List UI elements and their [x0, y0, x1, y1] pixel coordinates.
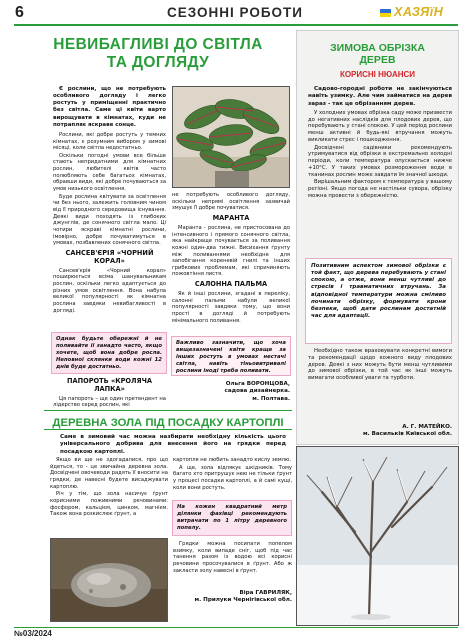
pruning-paragraph: У холодних умовах обрізка саду може призвести до негативних наслідків для плодових дерев, що перебувають у стані спокою. У цей період рослини менш активні й будь-які втручання можуть викликати стрес і пошкодження. — [308, 109, 452, 143]
pruning-paragraph: Необхідно також враховувати конкретні вимоги та рекомендації щодо кожного виду плодових дерев. Деякі з них можуть бути менш чутливими до зимової обрізки, в той час як інші можуть вимагати особливої уваги та турботи. — [308, 348, 452, 382]
shade-plants-note-box — [171, 336, 291, 376]
houseplants-title-line2: ТА ДОГЛЯДУ — [106, 53, 210, 71]
fern-section — [53, 378, 166, 410]
houseplants-lead: Є рослини, що не потребують особливого догляду і легко ростуть у приміщенні практично без світла. Саме ці квіти варто вирощувати в кімнатах, куди не потрапляє яскраве сонце. — [53, 86, 166, 128]
wood-ash-signature — [172, 590, 292, 605]
ash-dosage-box — [172, 500, 292, 536]
section-title: СЕЗОННІ РОБОТИ — [166, 5, 303, 20]
page-number: 6 — [15, 4, 24, 21]
palm-text: Як й інші рослини, згадані в переліку, салонні пальми набули великої популярності завдяки тому, що вони прості в догляді й потребують мінімального поливання. — [172, 291, 290, 324]
fern-heading: ПАПОРОТЬ «КРОЛЯЧА ЛАПКА» — [66, 377, 153, 393]
snowy-tree-photo — [296, 446, 459, 626]
pruning-highlight-box — [305, 258, 452, 344]
sansevieria-heading: САНСЕВ'ЄРІЯ «ЧОРНИЙ КОРАЛ» — [65, 249, 154, 265]
wood-ash-paragraph: картопля не любить занадто кислу землю. — [173, 457, 292, 463]
wood-ash-paragraph: А ще, зола відлякує шкідників. Тому багато хто притрушує нею не тільки ґрунт у процесі посадки картоплі, а й самі кущі, коли вони ростуть. — [173, 464, 292, 491]
shade-plants-note-text: Важливо зазначити, що хоча вищезазначені квіти краще за інших ростуть в умовах нестачі світла, навіть тіньовитривалі рослини іноді треба поливати. — [176, 340, 286, 374]
houseplants-column-1 — [53, 86, 166, 315]
wood-ash-column-2 — [173, 457, 292, 492]
watering-tip-box — [51, 332, 167, 374]
houseplants-paragraph: Буде рослина квітувати за освітлення чи без нього, залежить головним чином від її природного середовища існування. Деякі види походять із глибоких джунглів, де сонячного світла мало. Ці чотири яскраві кімнатні рослини, імовірно, добре почуватимуться в умовах, позбавлених сонячного світла. — [53, 193, 166, 247]
header-rule — [14, 24, 458, 26]
pruning-subtitle: КОРИСНІ НЮАНСИ — [339, 70, 416, 80]
pruning-body-2 — [308, 348, 452, 383]
wood-ash-title-bar — [44, 410, 292, 430]
issue-number: №03/2024 — [14, 629, 52, 638]
ash-bucket-illustration — [51, 539, 168, 622]
pruning-title-line1: ЗИМОВА ОБРІЗКА — [330, 42, 425, 54]
pruning-highlight-text: Позитивним аспектом зимової обрізки є той факт, що дерева перебувають у стані спокою, а отже, вони менш чутливі до стресів і травматичних втручань. За відповідної температури можна сміливо починати обрізку, формувати крони безпеки, щоб дати рослинам достатній час для адаптації. — [311, 263, 446, 319]
ukraine-flag-icon — [380, 9, 391, 17]
houseplants-signature — [172, 381, 290, 403]
houseplants-title — [52, 36, 264, 72]
pruning-title-line2: ДЕРЕВ — [359, 54, 396, 67]
palm-heading: САЛОННА ПАЛЬМА — [194, 280, 268, 289]
pruning-paragraph: Вирішальним фактором є температура у вашому регіоні. Якщо погода не настільки сувора, обрізку можна провести з обережністю. — [308, 179, 452, 199]
wood-ash-column-1 — [50, 457, 168, 519]
author-place: м. Полтава. — [252, 395, 290, 402]
ash-dosage-text: На кожен квадратний метр ділянки фахівці рекомендують витрачати по 1 літру деревного попелу. — [177, 504, 287, 531]
wood-ash-photo — [50, 538, 168, 622]
houseplants-title-line1: НЕВИБАГЛИВІ ДО СВІТЛА — [53, 36, 263, 53]
maranta-photo — [172, 86, 290, 188]
pruning-author-place: м. Васильків Київської обл. — [362, 431, 452, 438]
wood-ash-author-name: Віра ГАВРИЛЯК, — [239, 590, 292, 596]
houseplants-paragraph: Оскільки погодні умови все більше стають непридатними для кімнатних рослин, любителі квітів часто полюбляють себе багатьох кімнатах, обравши види, які добре почуваються за умов низького освітлення. — [53, 152, 166, 193]
wood-ash-paragraph: Річ у тім, що зола насичує ґрунт корисними поживними речовинами: фосфором, кальцієм, цинком, магнієм. Також вона розкислює ґрунт, а — [50, 491, 168, 518]
wood-ash-paragraph: Грядки можна посипати попелом взимку, коли випаде сніг, щоб під час танення разом із водою всі корисні речовини просочувалися в ґрунт. Або ж закласти золу навесні в ґрунт. — [173, 541, 292, 574]
author-role: садова дизайнерка. — [224, 388, 290, 395]
page-header — [0, 0, 472, 26]
wood-ash-column-2b — [173, 541, 292, 575]
brand-logo: ХАЗЯїН — [394, 5, 444, 19]
houseplants-paragraph: Рослини, які добре ростуть у темних кімнатах, є розумним вибором у зимові місяці, коли світла недостатньо. — [53, 131, 166, 152]
fern-continued: не потребують особливого догляду, оскільки непрямі освітлення зазвичай змушує її добре почуватися. — [172, 192, 290, 212]
wood-ash-author-place: м. Прилуки Чернігівської обл. — [194, 597, 292, 604]
maranta-text: Маранта - рослина, не пристосована до інтенсивного і прямого сонячного світла, яка найкраще почувається за поливання кожні один-два тижні. Висихання ґрунту між поливаннями необхідне для запобігання кореневій гнилі та інших грибкових проблемам, які спричиняють пожовтіння листя. — [172, 224, 290, 278]
pruning-paragraph: Досвідчені садівники рекомендують утримуватися від обрізки в екстремально холодні періоди, коли температура опускається нижче +10°С. У таких умовах розмороження води в тканинах рослин може завдати їм значної шкоди. — [308, 144, 452, 178]
watering-tip-text: Однак будьте обережні й не поливайте її занадто часто, якщо хочете, щоб вона добре росла. Неповної склянки води кожні 12 днів буде достатньо. — [56, 336, 162, 370]
wood-ash-lead: Саме в зимовий час можна назбирати необхідну кількість цього універсального добрива для внесення його на грядки перед посадкою картоплі. — [60, 434, 286, 455]
sansevieria-text: Сансев'єрія «Чорний корал» поширюється всіма шанувальникам рослин, оскільки легко адаптується до різних умов освітлення. Вона набула великої популярності як кімнатна рослина завдяки невибагливості в догляді. — [53, 267, 166, 314]
maranta-plant-illustration — [173, 87, 290, 188]
pruning-title — [298, 42, 457, 79]
wood-ash-title: ДЕРЕВНА ЗОЛА ПІД ПОСАДКУ КАРТОПЛІ — [52, 417, 284, 429]
snowy-tree-illustration — [297, 447, 459, 626]
houseplants-column-2 — [172, 192, 290, 325]
footer-rule — [14, 627, 458, 628]
pruning-body — [308, 86, 452, 201]
fern-text: Ця папороть – ще один претендент на лідерство серед рослин, які — [53, 395, 166, 409]
wood-ash-paragraph: Якщо ви ще не здогадалися, про що йдеться, то - це звичайна деревна зола. Досвідчені овочеводи радять її вносити на грядки, де навесні будете висаджувати картоплю. — [50, 457, 168, 490]
pruning-signature — [300, 424, 452, 439]
pruning-author-name: А. Г. МАТЕЙКО. — [402, 424, 452, 430]
pruning-lead: Садово-городні роботи не закінчуються навіть узимку. Але чим займатися на дерев зараз - так це обрізанням дерев. — [308, 86, 452, 107]
author-name: Ольга ВОРОНЦОВА, — [225, 381, 290, 387]
maranta-heading: МАРАНТА — [212, 213, 250, 222]
